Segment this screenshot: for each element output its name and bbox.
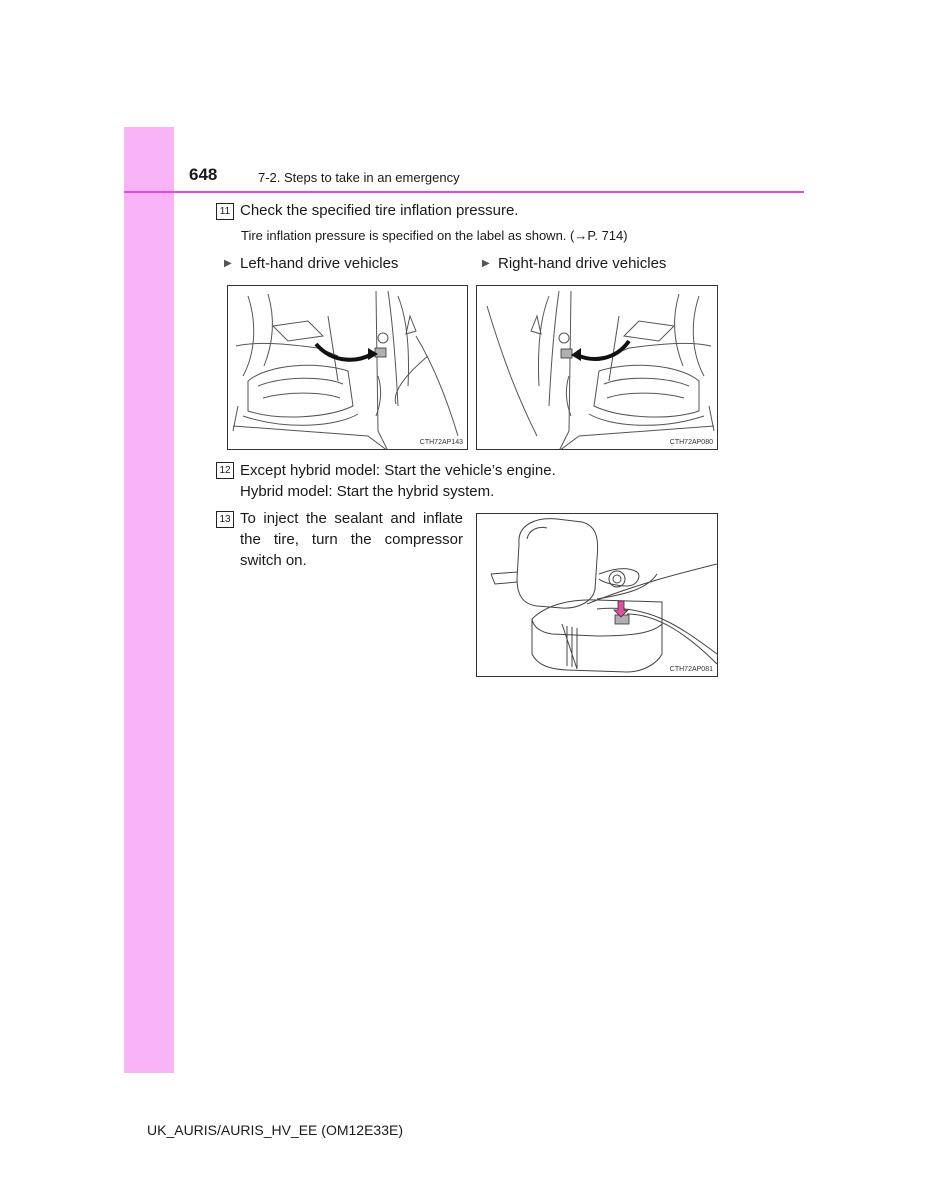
right-hand-drive-figure [476,285,718,450]
compressor-figure [476,513,718,677]
step-11-note: Tire inflation pressure is specified on the label as shown. (→P. 714) [241,228,628,243]
section-title: 7-2. Steps to take in an emergency [258,170,460,185]
step-number-11: 11 [216,203,234,220]
right-figure-code: CTH72AP080 [669,439,713,446]
page-sidebar-tab [124,127,174,1073]
left-figure-code: CTH72AP143 [419,439,463,446]
left-hand-drive-figure [227,285,468,450]
step-number-12: 12 [216,462,234,479]
triangle-bullet-icon: ▶ [482,258,490,269]
header-rule [124,191,804,193]
page-number: 648 [189,165,218,184]
triangle-bullet-icon: ▶ [224,258,232,269]
step-12-line-1: Except hybrid model: Start the vehicle’s engine. [240,462,556,479]
right-hand-caption: Right-hand drive vehicles [498,255,667,272]
step-number-13: 13 [216,511,234,528]
footer-model-code: UK_AURIS/AURIS_HV_EE (OM12E33E) [147,1122,403,1138]
left-hand-caption: Left-hand drive vehicles [240,255,399,272]
step-11-text: Check the specified tire inflation pressure. [240,202,519,219]
step-12-line-2: Hybrid model: Start the hybrid system. [240,483,495,500]
step-13-text: To inject the sealant and inflate the tire, turn the compressor switch on. [240,510,463,569]
compressor-figure-code: CTH72AP081 [669,666,713,673]
